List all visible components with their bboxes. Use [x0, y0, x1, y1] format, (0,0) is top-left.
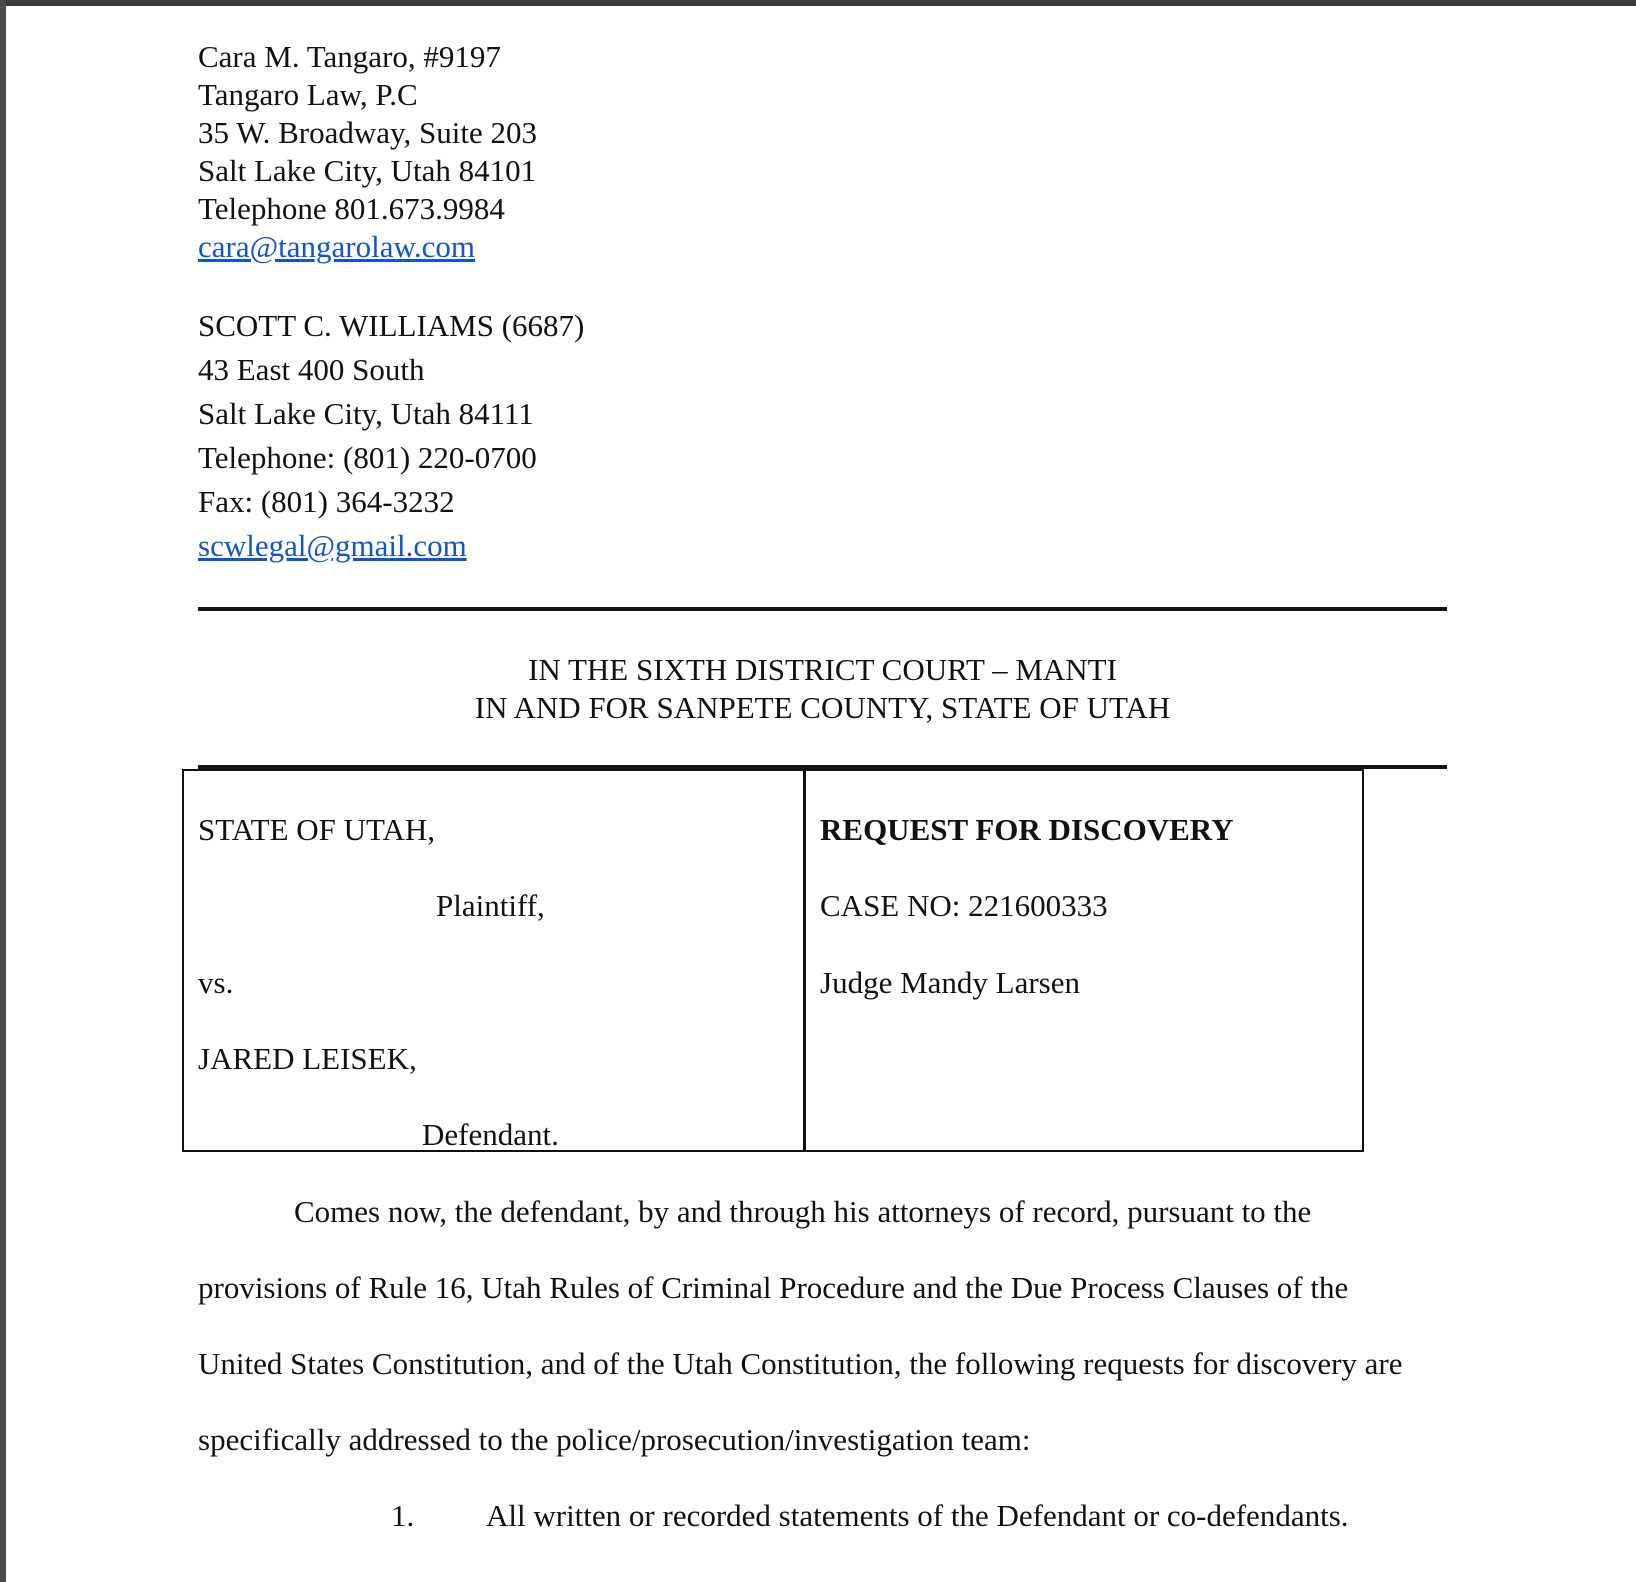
attorney-2-email-line	[198, 527, 467, 565]
attorney-1-email-link[interactable]: cara@tangarolaw.com	[198, 229, 475, 264]
attorney-1-address-line-1: 35 W. Broadway, Suite 203	[198, 115, 537, 150]
document-title: REQUEST FOR DISCOVERY	[820, 812, 1234, 847]
attorney-2-email-link[interactable]: scwlegal@gmail.com	[198, 528, 467, 563]
plaintiff-role: Plaintiff,	[436, 888, 545, 923]
caption-column-divider	[803, 769, 806, 1152]
plaintiff-name: STATE OF UTAH,	[198, 812, 436, 847]
body-line-3: United States Constitution, and of the Utah Constitution, the following requests for discovery are	[198, 1346, 1403, 1381]
defendant-name: JARED LEISEK,	[198, 1041, 417, 1076]
list-item-text: All written or recorded statements of the Defendant or co-defendants.	[486, 1498, 1349, 1533]
attorney-1-firm: Tangaro Law, P.C	[198, 77, 418, 112]
court-heading-line-2: IN AND FOR SANPETE COUNTY, STATE OF UTAH	[474, 690, 1171, 725]
list-item-number: 1.	[391, 1498, 415, 1533]
attorney-2-name: SCOTT C. WILLIAMS (6687)	[198, 308, 585, 343]
header-divider-rule	[198, 607, 1447, 611]
attorney-1-email-line	[198, 228, 475, 266]
body-line-4: specifically addressed to the police/prosecution/investigation team:	[198, 1422, 1031, 1457]
judge-name: Judge Mandy Larsen	[820, 965, 1080, 1000]
attorney-2-address-line-1: 43 East 400 South	[198, 352, 425, 387]
attorney-1-name: Cara M. Tangaro, #9197	[198, 39, 501, 74]
attorney-1-telephone: Telephone 801.673.9984	[198, 191, 505, 226]
attorney-1-address-line-2: Salt Lake City, Utah 84101	[198, 153, 537, 188]
attorney-2-telephone: Telephone: (801) 220-0700	[198, 440, 537, 475]
body-line-2: provisions of Rule 16, Utah Rules of Criminal Procedure and the Due Process Clauses of the	[198, 1270, 1349, 1305]
attorney-2-address-line-2: Salt Lake City, Utah 84111	[198, 396, 534, 431]
case-number: CASE NO: 221600333	[820, 888, 1108, 923]
attorney-2-fax: Fax: (801) 364-3232	[198, 484, 455, 519]
court-heading-line-1: IN THE SIXTH DISTRICT COURT – MANTI	[528, 652, 1117, 687]
defendant-role: Defendant.	[422, 1117, 559, 1152]
body-line-1: Comes now, the defendant, by and through his attorneys of record, pursuant to the	[294, 1194, 1312, 1229]
versus-label: vs.	[198, 965, 234, 1000]
